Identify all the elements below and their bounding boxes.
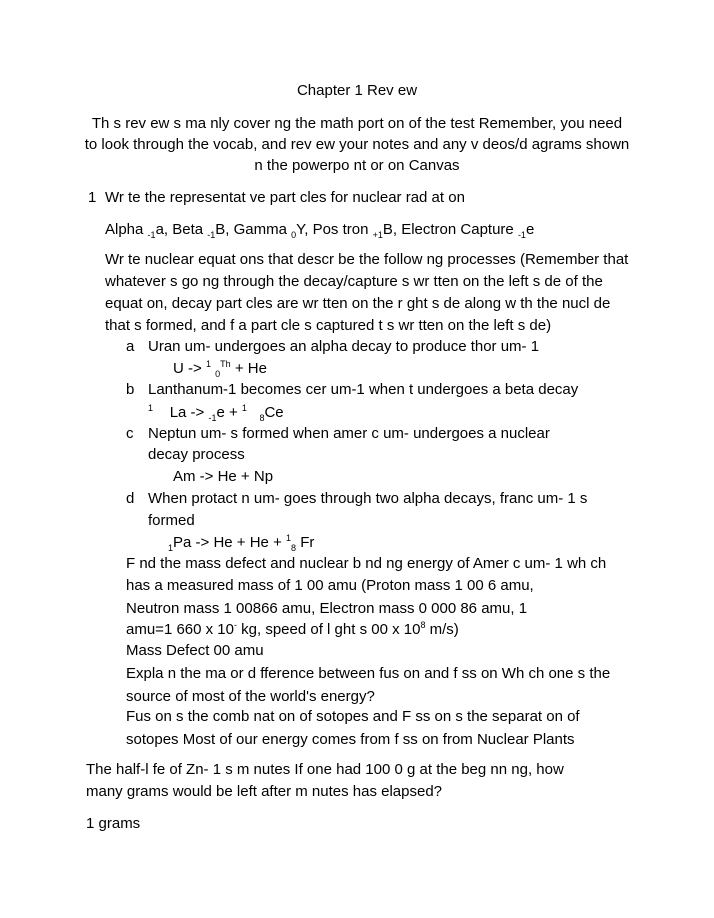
intro-line-3: n the powerpo nt or on Canvas	[254, 157, 460, 174]
question-2-line-2: whatever s go ng through the decay/capture s wr tten on the left s de of the	[105, 273, 603, 290]
question-3-line-2: has a measured mass of 1 00 amu (Proton mass 1 00 6 amu,	[126, 577, 534, 594]
particle-symbols: Alpha $_{-1}$a, Beta $_{-1}$B, Gamma $_0$Y, Pos tron $_{+1}$B, Electron Capture $_{-1}$e	[105, 221, 535, 240]
question-4-answer-1: Fus on s the comb nat on of sotopes and F ss on s the separat on of	[126, 708, 580, 725]
part-c-equation: Am -> He + Np	[173, 468, 274, 485]
question-4-answer-2: sotopes Most of our energy comes from f ss on from Nuclear Plants	[126, 731, 575, 748]
part-b-equation: $^1$ La -> $_{-1}$e + $^1$ $_8$Ce	[148, 403, 284, 423]
question-4-line-2: source of most of the world's energy?	[126, 688, 375, 705]
question-3-line-3: Neutron mass 1 00866 amu, Electron mass 0 000 86 amu, 1	[126, 600, 528, 617]
question-2-line-1: Wr te nuclear equat ons that descr be the follow ng processes (Remember that	[105, 251, 629, 268]
part-a-label: a	[126, 338, 135, 355]
part-a-equation: U -> $^1$ $_0^{Th}$ + He	[173, 359, 267, 379]
part-b-text: Lanthanum-1 becomes cer um-1 when t undergoes a beta decay	[148, 381, 579, 398]
part-d-equation: $_1$Pa -> He + He + $^1_8$ Fr	[168, 533, 315, 553]
intro-line-1: Th s rev ew s ma nly cover ng the math port on of the test Remember, you need	[91, 115, 623, 132]
part-d-text-2: formed	[148, 512, 195, 529]
question-3-line-4: amu=1 660 x 10- kg, speed of l ght s 00 x $10^8$ m/s)	[126, 620, 459, 638]
part-a-text: Uran um- undergoes an alpha decay to produce thor um- 1	[148, 338, 540, 355]
question-3-line-1: F nd the mass defect and nuclear b nd ng energy of Amer c um- 1 wh ch	[126, 555, 607, 572]
question-5-answer: 1 grams	[86, 815, 141, 832]
question-2-line-4: that s formed, and f a part cle s captured t s wr tten on the left s de)	[105, 317, 552, 334]
intro-line-2: to look through the vocab, and rev ew your notes and any v deos/d agrams shown	[84, 136, 630, 153]
page-title: Chapter 1 Rev ew	[296, 82, 418, 99]
part-d-text: When protact n um- goes through two alpha decays, franc um- 1 s	[148, 490, 588, 507]
part-c-text-2: decay process	[148, 446, 245, 463]
question-2-line-3: equat on, decay part cles are wr tten on the r ght s de along w th the nucl de	[105, 295, 611, 312]
part-b-label: b	[126, 381, 135, 398]
question-3-answer: Mass Defect 00 amu	[126, 642, 264, 659]
question-4-line-1: Expla n the ma or d fference between fus on and f ss on Wh ch one s the	[126, 665, 611, 682]
question-5-line-2: many grams would be left after m nutes has elapsed?	[86, 783, 443, 800]
question-1-number: 1	[88, 189, 97, 206]
question-5-line-1: The half-l fe of Zn- 1 s m nutes If one had 100 0 g at the beg nn ng, how	[86, 761, 564, 778]
part-c-text: Neptun um- s formed when amer c um- undergoes a nuclear	[148, 425, 550, 442]
part-c-label: c	[126, 425, 134, 442]
part-d-label: d	[126, 490, 135, 507]
question-1-text: Wr te the representat ve part cles for nuclear rad at on	[105, 189, 465, 206]
